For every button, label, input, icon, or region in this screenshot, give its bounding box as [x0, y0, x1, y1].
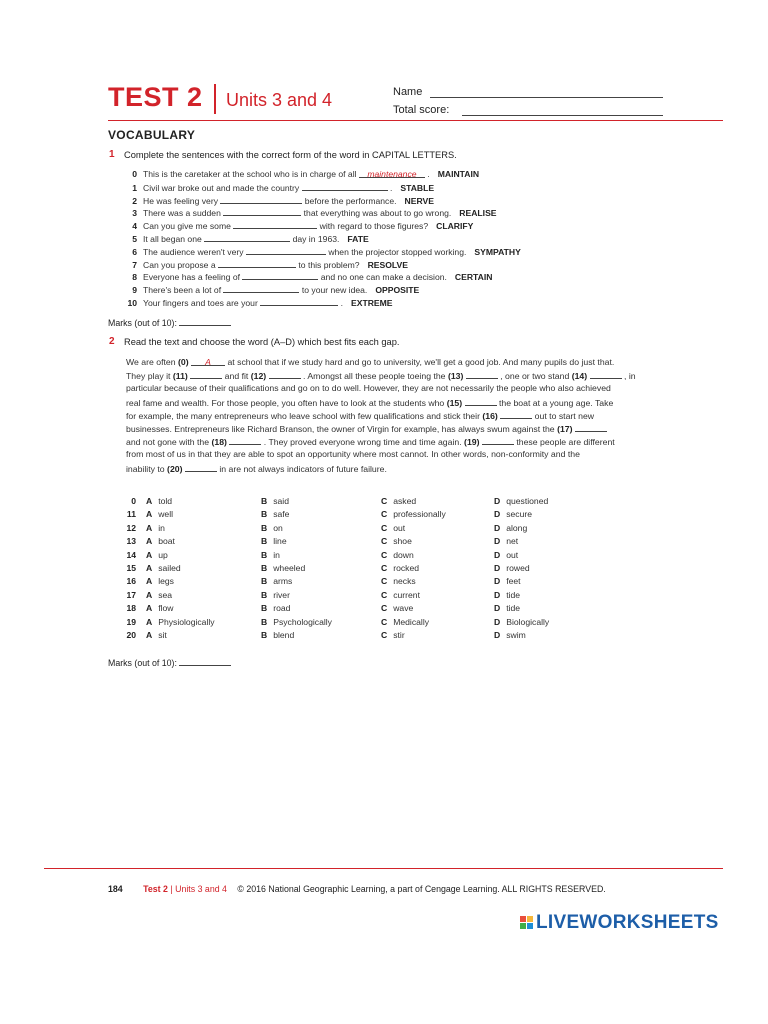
- option-row-number: 16: [126, 576, 136, 587]
- q1-item: [118, 194, 434, 206]
- answer-blank[interactable]: [218, 258, 296, 268]
- text-segment: from most of us in that they are able to spot an opportunity where most cannot. In other words, non-conformity and the: [126, 449, 580, 460]
- option-b[interactable]: [261, 535, 287, 548]
- item-number: 4: [132, 221, 137, 232]
- option-letter: A: [146, 496, 153, 506]
- item-text-after: when the projector stopped working.: [328, 246, 467, 257]
- footer: [108, 884, 606, 894]
- option-text: questioned: [506, 496, 549, 506]
- option-letter: A: [146, 509, 153, 520]
- option-text: out: [393, 522, 406, 533]
- capital-word: MAINTAIN: [437, 169, 480, 179]
- item-text-before: Civil war broke out and made the country: [143, 182, 300, 193]
- item-number: 3: [132, 208, 137, 219]
- text-line: [126, 409, 662, 422]
- text-segment: for example, the many entrepreneurs who leave school with few qualifications and stick their: [126, 410, 483, 421]
- option-letter: A: [146, 630, 153, 640]
- option-letter: C: [381, 576, 388, 587]
- item-text-after: with regard to those figures?: [319, 221, 429, 232]
- option-letter: D: [494, 563, 501, 573]
- text-line: [126, 369, 662, 382]
- text-segment: these people are different: [513, 437, 615, 448]
- gap-number: (13): [447, 371, 464, 382]
- q1-item: [118, 232, 369, 244]
- gap-blank[interactable]: [185, 462, 217, 472]
- option-d[interactable]: [494, 562, 530, 575]
- option-text: sea: [158, 589, 173, 600]
- gap-blank[interactable]: [482, 435, 514, 445]
- option-letter: A: [146, 603, 153, 614]
- option-a[interactable]: [146, 616, 215, 629]
- liveworksheets-logo[interactable]: [520, 912, 719, 934]
- name-field[interactable]: [430, 97, 663, 98]
- answer-blank[interactable]: [246, 245, 326, 255]
- answer-blank[interactable]: [242, 270, 318, 280]
- capital-word: NERVE: [404, 195, 434, 206]
- option-a[interactable]: [146, 508, 173, 521]
- option-text: up: [158, 549, 168, 560]
- question-1-number: 1: [109, 149, 115, 160]
- option-letter: D: [494, 616, 501, 627]
- gap-number: (14): [571, 371, 588, 382]
- option-text: line: [273, 536, 287, 547]
- option-b[interactable]: [261, 522, 283, 535]
- item-number: 9: [132, 285, 137, 296]
- option-letter: B: [261, 563, 268, 573]
- option-letter: D: [494, 589, 501, 600]
- answer-blank[interactable]: [220, 194, 302, 204]
- marks-label: Marks (out of 10):: [108, 658, 177, 668]
- option-letter: B: [261, 616, 268, 627]
- option-letter: D: [494, 509, 501, 520]
- total-score-field[interactable]: [462, 115, 663, 116]
- footer-test: Test 2: [143, 884, 168, 894]
- option-text: well: [158, 509, 174, 520]
- option-text: boat: [158, 536, 175, 547]
- option-text: tide: [506, 589, 521, 600]
- item-text-after: day in 1963.: [292, 234, 340, 244]
- option-text: Medically: [393, 616, 430, 627]
- example-answer: maintenance: [359, 168, 425, 178]
- option-text: river: [273, 589, 290, 600]
- text-line: [126, 448, 662, 461]
- option-text: swim: [506, 630, 526, 640]
- item-text-before: There's been a lot of: [143, 285, 222, 296]
- option-letter: B: [261, 549, 268, 560]
- option-a[interactable]: [146, 575, 174, 588]
- option-c[interactable]: [381, 616, 429, 629]
- item-number: 10: [127, 298, 137, 308]
- option-row-number: 18: [126, 603, 136, 614]
- q1-item: [118, 245, 521, 257]
- item-number: 1: [132, 182, 137, 193]
- option-row-number: 0: [131, 496, 136, 506]
- option-text: told: [158, 496, 173, 506]
- option-c[interactable]: [381, 549, 414, 562]
- section-title: VOCABULARY: [108, 128, 196, 142]
- option-text: shoe: [393, 536, 412, 547]
- answer-blank[interactable]: [223, 283, 299, 293]
- option-text: rocked: [393, 563, 420, 573]
- gap-blank[interactable]: [500, 409, 532, 419]
- units-subtitle: Units 3 and 4: [226, 90, 333, 110]
- option-text: tide: [506, 603, 521, 614]
- marks-label: Marks (out of 10):: [108, 318, 177, 328]
- text-segment: in are not always indicators of future failure.: [216, 463, 387, 474]
- total-score-label: Total score:: [393, 104, 450, 116]
- gap-number: (12): [250, 371, 267, 382]
- q1-item: [118, 270, 492, 282]
- option-text: sit: [158, 630, 167, 640]
- option-letter: A: [146, 616, 153, 627]
- option-text: safe: [273, 509, 290, 520]
- q1-item: [118, 181, 434, 193]
- option-row-number: 17: [126, 589, 136, 600]
- option-letter: B: [261, 536, 268, 547]
- logo-text: LIVEWORKSHEETS: [536, 912, 719, 933]
- option-d[interactable]: [494, 495, 548, 508]
- text-line: [126, 356, 662, 369]
- text-segment: the boat at a young age. Take: [496, 397, 614, 408]
- answer-blank[interactable]: [302, 181, 388, 191]
- option-d[interactable]: [494, 602, 520, 615]
- gap-blank[interactable]: [590, 369, 622, 379]
- option-text: in: [158, 522, 165, 533]
- option-c[interactable]: [381, 629, 405, 642]
- item-text-before: Everyone has a feeling of: [143, 272, 240, 283]
- option-text: in: [273, 549, 280, 560]
- option-text: Psychologically: [273, 616, 332, 627]
- option-letter: A: [146, 549, 153, 560]
- gap-blank[interactable]: [229, 435, 261, 445]
- text-segment: and fit: [222, 371, 251, 382]
- capital-word: EXTREME: [351, 298, 393, 308]
- option-letter: D: [494, 603, 501, 614]
- q1-item: [118, 168, 479, 180]
- text-segment: , one or two stand: [497, 371, 572, 382]
- option-b[interactable]: [261, 562, 305, 575]
- option-a[interactable]: [146, 629, 167, 642]
- text-segment: out to start new: [532, 410, 595, 421]
- gap-blank[interactable]: [190, 369, 222, 379]
- option-text: legs: [158, 576, 174, 587]
- text-line: [126, 435, 662, 448]
- marks-field[interactable]: [179, 656, 231, 666]
- gap-number: (17): [557, 423, 573, 434]
- header-rule: [108, 120, 723, 121]
- option-letter: A: [146, 563, 153, 573]
- item-text-before: Can you propose a: [143, 259, 216, 270]
- name-label: Name: [393, 86, 423, 98]
- option-a[interactable]: [146, 562, 181, 575]
- option-text: net: [506, 536, 519, 547]
- test-title: TEST 2: [108, 82, 203, 112]
- option-row-number: 11: [126, 509, 136, 520]
- option-text: out: [506, 549, 519, 560]
- option-letter: A: [146, 536, 153, 547]
- option-a[interactable]: [146, 589, 172, 602]
- item-text-after: and no one can make a decision.: [320, 272, 447, 283]
- capital-word: FATE: [347, 234, 369, 244]
- text-segment: , in: [621, 371, 636, 382]
- item-text-after: to this problem?: [298, 259, 360, 270]
- option-text: secure: [506, 509, 533, 520]
- option-b[interactable]: [261, 549, 280, 562]
- option-text: arms: [273, 576, 293, 587]
- q1-item: [118, 219, 473, 231]
- gap-blank[interactable]: [465, 396, 497, 406]
- option-letter: D: [494, 549, 501, 560]
- option-letter: B: [261, 576, 268, 587]
- text-segment: particular because of their qualifications and go on to do well. However, they are not necessarily the people who also achieved: [126, 383, 611, 394]
- option-letter: C: [381, 509, 388, 520]
- item-text-before: Your fingers and toes are your: [143, 298, 258, 308]
- option-letter: C: [381, 603, 388, 614]
- question-2-instruction: Read the text and choose the word (A–D) which best fits each gap.: [124, 337, 400, 347]
- question-2-text: [126, 356, 662, 475]
- option-row-number: 13: [126, 536, 136, 547]
- text-segment: We are often: [126, 357, 178, 367]
- option-letter: D: [494, 522, 501, 533]
- text-segment: They play it: [126, 371, 173, 382]
- option-b[interactable]: [261, 575, 292, 588]
- gap-blank[interactable]: [466, 369, 498, 379]
- option-row-number: 20: [126, 630, 136, 640]
- item-text-before: There was a sudden: [143, 208, 221, 219]
- option-letter: C: [381, 522, 388, 533]
- option-a[interactable]: [146, 549, 168, 562]
- option-c[interactable]: [381, 535, 412, 548]
- gap-number: (20): [167, 463, 183, 474]
- item-text-before: Can you give me some: [143, 221, 231, 232]
- option-letter: D: [494, 536, 501, 547]
- option-d[interactable]: [494, 535, 518, 548]
- option-text: flow: [158, 603, 174, 614]
- option-d[interactable]: [494, 549, 518, 562]
- option-letter: B: [261, 630, 268, 640]
- item-number: 6: [132, 246, 137, 257]
- page-number: 184: [108, 884, 123, 894]
- option-text: feet: [506, 576, 521, 587]
- question-2-marks: [108, 656, 231, 668]
- item-number: 8: [132, 272, 137, 283]
- option-d[interactable]: [494, 508, 532, 521]
- option-d[interactable]: [494, 575, 521, 588]
- option-a[interactable]: [146, 522, 165, 535]
- option-text: wheeled: [273, 563, 306, 573]
- option-a[interactable]: [146, 602, 174, 615]
- capital-word: CERTAIN: [454, 272, 493, 283]
- footer-rule: [44, 868, 723, 869]
- option-text: necks: [393, 576, 416, 587]
- option-b[interactable]: [261, 629, 294, 642]
- option-text: down: [393, 549, 414, 560]
- item-text-before: It all began one: [143, 234, 202, 244]
- option-text: blend: [273, 630, 295, 640]
- option-row-number: 14: [126, 549, 136, 560]
- option-text: current: [393, 589, 420, 600]
- option-letter: A: [146, 576, 153, 587]
- item-text-before: This is the caretaker at the school who is in charge of all: [143, 169, 357, 179]
- capital-word: RESOLVE: [367, 259, 408, 270]
- text-segment: businesses. Entrepreneurs like Richard Branson, the owner of Virgin for example, has always swum against the: [126, 423, 558, 434]
- text-segment: at school that if we study hard and go to university, we'll get a good job. And many pupils do just that.: [225, 357, 615, 367]
- option-row-number: 12: [126, 522, 136, 533]
- gap-blank[interactable]: [575, 422, 607, 432]
- item-number: 5: [132, 234, 137, 244]
- item-text-after: before the performance.: [304, 195, 397, 206]
- q1-item: [118, 206, 497, 218]
- option-c[interactable]: [381, 589, 420, 602]
- text-line: [126, 382, 662, 395]
- answer-blank[interactable]: [204, 232, 290, 242]
- option-letter: B: [261, 509, 268, 520]
- item-text-before: He was feeling very: [143, 195, 218, 206]
- option-letter: D: [494, 630, 501, 640]
- option-b[interactable]: [261, 616, 332, 629]
- text-segment: . Amongst all these people toeing the: [300, 371, 448, 382]
- option-c[interactable]: [381, 522, 405, 535]
- q1-item: [118, 296, 393, 308]
- option-letter: D: [494, 576, 501, 587]
- item-text-after: to your new idea.: [301, 285, 368, 296]
- option-letter: B: [261, 496, 268, 506]
- option-letter: C: [381, 549, 388, 560]
- option-letter: B: [261, 603, 268, 614]
- capital-word: STABLE: [400, 182, 435, 193]
- logo-grid-icon: [520, 916, 533, 929]
- option-c[interactable]: [381, 575, 416, 588]
- item-text-after: .: [427, 169, 430, 179]
- item-number: 2: [132, 195, 137, 206]
- option-a[interactable]: [146, 535, 175, 548]
- gap-blank[interactable]: [269, 369, 301, 379]
- option-letter: D: [494, 496, 501, 506]
- example-answer: A: [191, 356, 225, 366]
- option-b[interactable]: [261, 508, 289, 521]
- text-segment: inability to: [126, 463, 168, 474]
- option-letter: C: [381, 536, 388, 547]
- option-text: Biologically: [506, 616, 550, 627]
- item-text-after: that everything was about to go wrong.: [303, 208, 452, 219]
- option-text: road: [273, 603, 291, 614]
- option-text: along: [506, 522, 528, 533]
- option-letter: C: [381, 630, 388, 640]
- item-text-after: .: [389, 182, 393, 193]
- option-row-number: 15: [126, 563, 136, 573]
- option-b[interactable]: [261, 495, 289, 508]
- question-2-number: 2: [109, 336, 115, 347]
- option-text: on: [273, 522, 283, 533]
- q1-item: [118, 258, 408, 270]
- option-text: asked: [393, 496, 417, 506]
- option-c[interactable]: [381, 495, 416, 508]
- gap-number: (19): [464, 437, 480, 448]
- option-d[interactable]: [494, 616, 549, 629]
- capital-word: OPPOSITE: [375, 285, 420, 296]
- footer-units: Units 3 and 4: [175, 884, 227, 894]
- capital-word: CLARIFY: [436, 221, 474, 232]
- option-letter: A: [146, 589, 153, 600]
- option-letter: C: [381, 496, 388, 506]
- text-line: [126, 396, 662, 409]
- option-letter: A: [146, 522, 153, 533]
- option-a[interactable]: [146, 495, 172, 508]
- item-number: 7: [132, 259, 137, 270]
- option-b[interactable]: [261, 589, 290, 602]
- answer-blank[interactable]: [260, 296, 338, 306]
- footer-sep: |: [170, 884, 176, 894]
- option-d[interactable]: [494, 522, 527, 535]
- title-divider: [214, 84, 216, 114]
- option-c[interactable]: [381, 562, 419, 575]
- option-text: wave: [393, 603, 414, 614]
- option-row-number: 19: [126, 616, 136, 627]
- item-text-before: The audience weren't very: [143, 246, 244, 257]
- question-1-instruction: Complete the sentences with the correct form of the word in CAPITAL LETTERS.: [124, 150, 457, 160]
- answer-blank[interactable]: [223, 206, 301, 216]
- gap-number: (18): [211, 437, 227, 448]
- option-letter: B: [261, 522, 268, 533]
- option-letter: B: [261, 589, 268, 600]
- option-d[interactable]: [494, 629, 526, 642]
- capital-word: SYMPATHY: [474, 246, 521, 257]
- item-text-after: .: [340, 298, 343, 308]
- option-b[interactable]: [261, 602, 290, 615]
- option-letter: C: [381, 589, 388, 600]
- option-d[interactable]: [494, 589, 520, 602]
- option-c[interactable]: [381, 508, 446, 521]
- option-c[interactable]: [381, 602, 413, 615]
- option-text: said: [273, 496, 289, 506]
- text-segment: real fame and wealth. For those people, you often have to look at the students who: [126, 397, 447, 408]
- gap-number: (11): [172, 371, 188, 382]
- copyright: © 2016 National Geographic Learning, a part of Cengage Learning. ALL RIGHTS RESERVED.: [237, 884, 606, 894]
- question-1-marks: [108, 316, 231, 328]
- answer-blank[interactable]: [233, 219, 317, 229]
- gap-number: (16): [482, 410, 498, 421]
- gap-number: (0): [178, 357, 189, 367]
- option-text: sailed: [158, 563, 181, 573]
- capital-word: REALISE: [459, 208, 497, 219]
- text-line: [126, 422, 662, 435]
- option-text: stir: [393, 630, 405, 640]
- text-segment: . They proved everyone wrong time and time again.: [261, 437, 465, 448]
- option-letter: C: [381, 563, 388, 573]
- marks-field[interactable]: [179, 316, 231, 326]
- text-segment: and not gone with the: [126, 437, 212, 448]
- option-letter: C: [381, 616, 388, 627]
- text-line: [126, 462, 662, 475]
- option-text: professionally: [393, 509, 446, 520]
- gap-number: (15): [446, 397, 463, 408]
- q1-item: [118, 283, 419, 295]
- option-text: rowed: [506, 563, 530, 573]
- option-text: Physiologically: [158, 616, 215, 627]
- item-number: 0: [132, 169, 137, 179]
